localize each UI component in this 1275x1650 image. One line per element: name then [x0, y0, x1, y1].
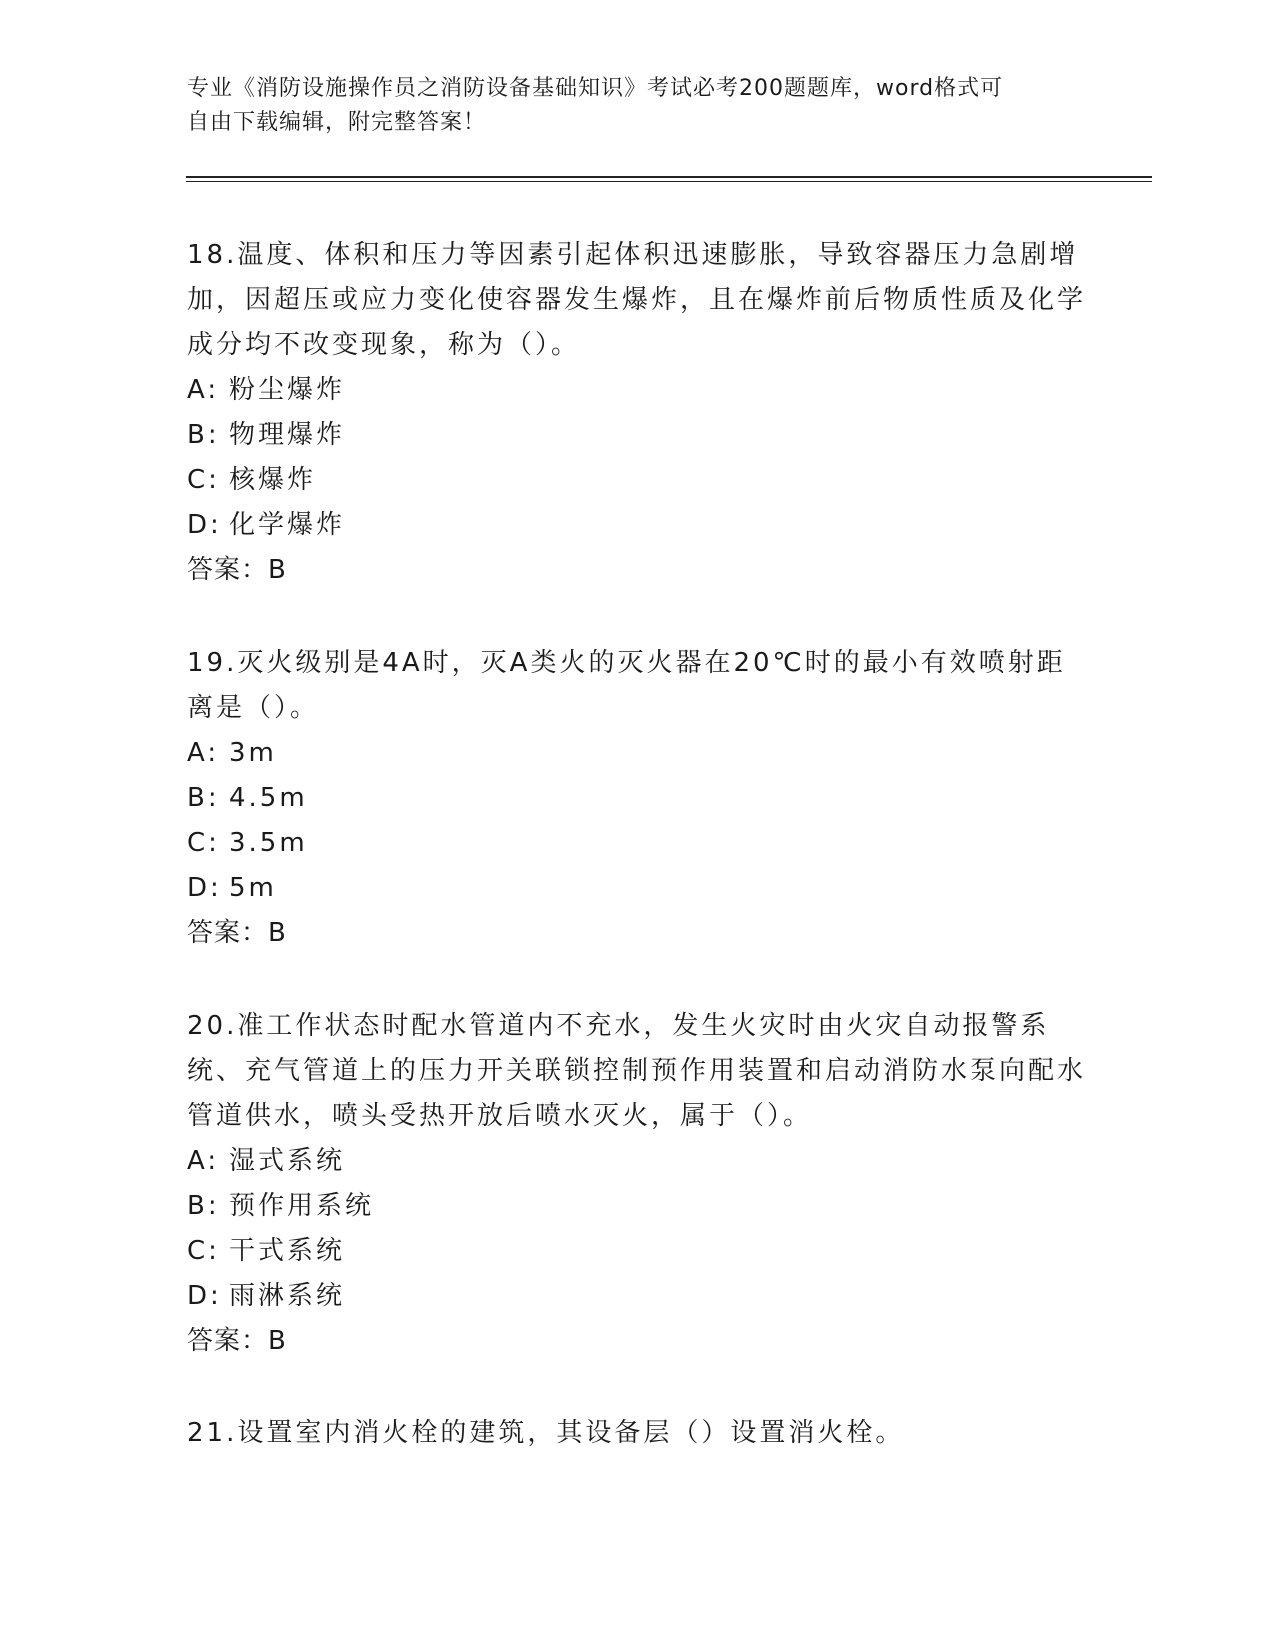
option-text: 4.5m	[229, 783, 308, 813]
answer-line: 答案：B	[187, 555, 287, 585]
option-letter: B:	[187, 420, 220, 450]
option-text: 雨淋系统	[229, 1281, 346, 1311]
option-letter: A:	[187, 375, 220, 405]
question-stem: 20.准工作状态时配水管道内不充水，发生火灾时由火灾自动报警系统、充气管道上的压力开关联锁控制预作用装置和启动消防水泵向配水管道供水，喷头受热开放后喷水灭火，属于（）。	[187, 1011, 1087, 1131]
option-letter: C:	[187, 465, 220, 495]
answer-line: 答案：B	[187, 918, 287, 948]
option-d	[187, 503, 1087, 548]
header-line-1: 专业《消防设施操作员之消防设备基础知识》考试必考200题题库，word格式可	[187, 76, 1004, 101]
option-a	[187, 1139, 1087, 1184]
option-text: 化学爆炸	[229, 510, 346, 540]
option-d	[187, 866, 1087, 911]
document-header	[187, 72, 1067, 140]
option-text: 5m	[229, 873, 277, 903]
option-c	[187, 1229, 1087, 1274]
option-letter: A:	[187, 738, 220, 768]
option-text: 湿式系统	[229, 1146, 346, 1176]
option-letter: B:	[187, 1191, 220, 1221]
option-d	[187, 1274, 1087, 1319]
option-letter: C:	[187, 828, 220, 858]
option-letter: B:	[187, 783, 220, 813]
question-19	[187, 641, 1087, 956]
option-text: 3m	[229, 738, 277, 768]
option-letter: D:	[187, 1281, 222, 1311]
option-text: 干式系统	[229, 1236, 346, 1266]
option-a	[187, 731, 1087, 776]
question-stem: 19.灭火级别是4A时，灭A类火的灭火器在20℃时的最小有效喷射距离是（）。	[187, 648, 1066, 723]
option-a	[187, 368, 1087, 413]
option-c	[187, 821, 1087, 866]
option-b	[187, 413, 1087, 458]
question-21	[187, 1411, 1087, 1456]
header-divider-thin	[186, 181, 1152, 182]
answer-line: 答案：B	[187, 1326, 287, 1356]
option-letter: D:	[187, 510, 222, 540]
option-text: 物理爆炸	[229, 420, 346, 450]
option-letter: D:	[187, 873, 222, 903]
question-stem: 21.设置室内消火栓的建筑，其设备层（）设置消火栓。	[187, 1418, 905, 1448]
question-stem: 18.温度、体积和压力等因素引起体积迅速膨胀，导致容器压力急剧增加，因超压或应力变化使容器发生爆炸，且在爆炸前后物质性质及化学成分均不改变现象，称为（）。	[187, 240, 1087, 360]
option-b	[187, 1184, 1087, 1229]
option-b	[187, 776, 1087, 821]
question-18	[187, 233, 1087, 593]
option-text: 核爆炸	[229, 465, 317, 495]
header-divider-thick	[186, 176, 1152, 178]
option-text: 预作用系统	[229, 1191, 375, 1221]
option-c	[187, 458, 1087, 503]
option-letter: C:	[187, 1236, 220, 1266]
header-line-2: 自由下载编辑，附完整答案！	[187, 110, 487, 135]
option-text: 3.5m	[229, 828, 308, 858]
question-20	[187, 1004, 1087, 1364]
option-letter: A:	[187, 1146, 220, 1176]
option-text: 粉尘爆炸	[229, 375, 346, 405]
